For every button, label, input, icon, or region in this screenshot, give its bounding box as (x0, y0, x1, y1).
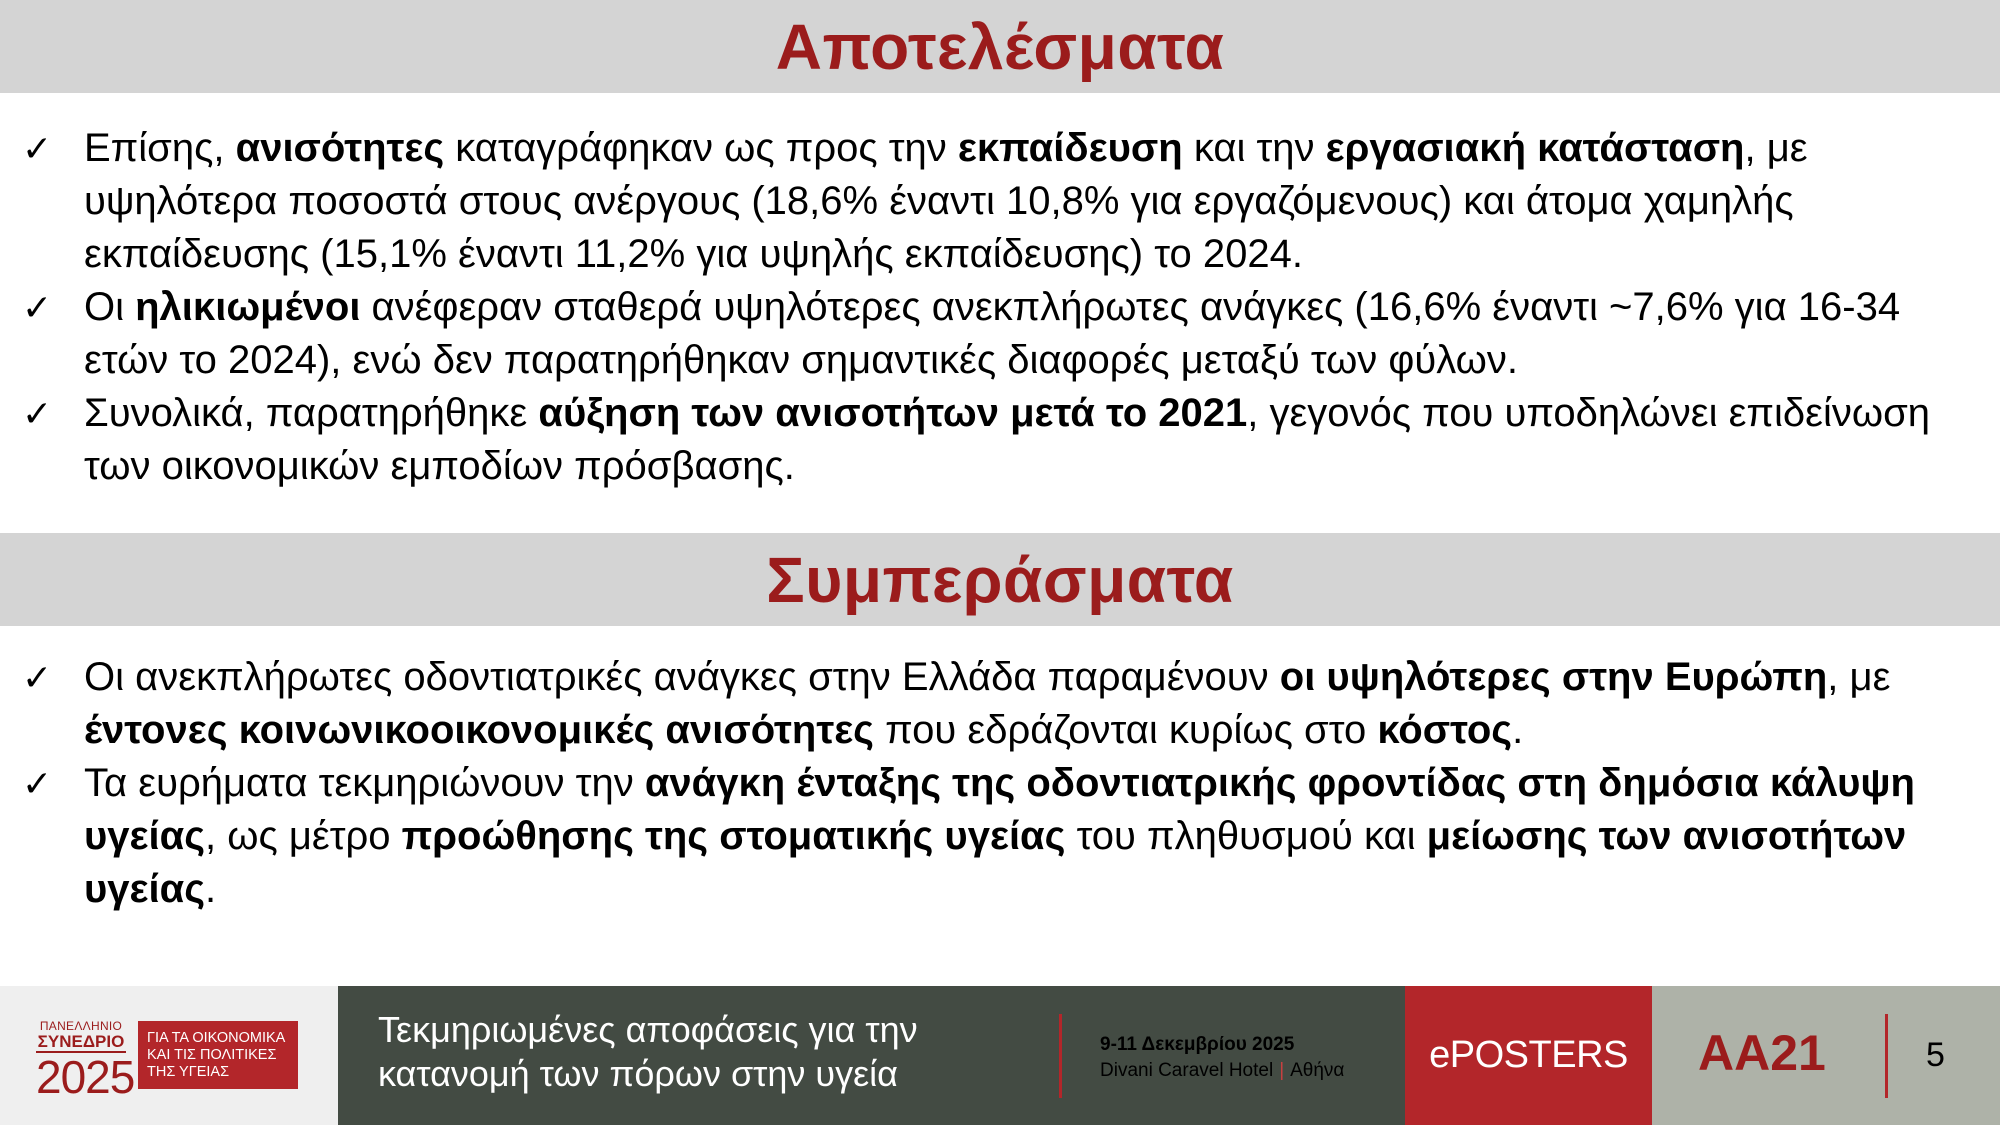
results-bullet-list (22, 122, 1982, 493)
bullet-emphasis: έντονες κοινωνικοοικονομικές ανισότητες (84, 708, 874, 752)
bullet-text: , γεγονός που υποδηλώνει επιδείνωση των οικονομικών εμποδίων πρόσβασης. (84, 391, 1931, 488)
bullet-emphasis: ηλικιωμένοι (135, 285, 361, 329)
logo-box-line: ΚΑΙ ΤΙΣ ΠΟΛΙΤΙΚΕΣ (147, 1047, 277, 1063)
conference-date: 9-11 Δεκεμβρίου 2025 (1100, 1034, 1295, 1055)
bullet-emphasis: κόστος (1377, 708, 1513, 752)
footer-divider (1885, 1014, 1888, 1098)
eposters-label (1405, 986, 1652, 1125)
bullet-text: , με υψηλότερα ποσοστά στους ανέργους (18,6% έναντι 10,8% για εργαζόμενους) και άτομα χαμηλής εκπαίδευσης (15,1% έναντι 11,2% για υψηλής εκπαίδευσης) το 2024. (84, 126, 1808, 276)
logo-box-line: ΤΗΣ ΥΓΕΙΑΣ (147, 1064, 230, 1080)
bullet-emphasis: μείωσης των ανισοτήτων υγείας (84, 814, 1907, 911)
checkmark-icon: ✓ (22, 393, 53, 434)
bullet-emphasis: εκπαίδευση (957, 126, 1183, 170)
bullet-text: που εδράζονται κυρίως στο (873, 708, 1378, 752)
conference-logo (0, 986, 338, 1125)
logo-year: 2025 (36, 1051, 135, 1103)
bullet-item (22, 387, 1982, 493)
page-number: 5 (1926, 1036, 1945, 1074)
bullet-text: . (1512, 708, 1524, 752)
conference-date-venue (1007, 986, 1405, 1125)
poster-code-block (1652, 986, 2000, 1125)
bullet-item (22, 757, 1982, 916)
logo-mid-text: ΣΥΝΕΔΡΙΟ (37, 1032, 125, 1051)
conclusions-heading: Συμπεράσματα (766, 543, 1234, 616)
checkmark-icon: ✓ (22, 657, 53, 698)
results-header-band (0, 0, 2000, 93)
logo-box-line: ΓΙΑ ΤΑ ΟΙΚΟΝΟΜΙΚΑ (147, 1030, 286, 1046)
bullet-text: Τα ευρήματα τεκμηριώνουν την (84, 761, 645, 805)
bullet-emphasis: προώθησης της στοματικής υγείας (401, 814, 1066, 858)
conclusions-bullet-list (22, 651, 1982, 916)
logo-top-text: ΠΑΝΕΛΛΗΝΙΟ (39, 1019, 123, 1033)
bullet-text: , με (1827, 655, 1891, 699)
conference-city: Αθήνα (1290, 1060, 1345, 1081)
bullet-text: Οι (84, 285, 136, 329)
bullet-text: , ως μέτρο (205, 814, 402, 858)
bullet-item (22, 281, 1982, 387)
poster-id: AA21 (1698, 1025, 1826, 1081)
bullet-emphasis: εργασιακή κατάσταση (1325, 126, 1745, 170)
bullet-text: Συνολικά, παρατηρήθηκε (84, 391, 539, 435)
eposters-text: ePOSTERS (1429, 1034, 1628, 1076)
checkmark-icon: ✓ (22, 763, 53, 804)
bullet-text: καταγράφηκαν ως προς την (444, 126, 958, 170)
bullet-text: . (205, 867, 217, 911)
venue-separator: | (1279, 1060, 1285, 1081)
bullet-emphasis: οι υψηλότερες στην Ευρώπη (1279, 655, 1828, 699)
bullet-emphasis: ανισότητες (235, 126, 445, 170)
conference-logo-mark (36, 1019, 135, 1103)
conference-theme-line: κατανομή των πόρων στην υγεία (378, 1053, 898, 1094)
checkmark-icon: ✓ (22, 128, 53, 169)
conference-theme-line: Τεκμηριωμένες αποφάσεις για την (378, 1009, 918, 1050)
bullet-text: και την (1182, 126, 1326, 170)
footer-divider (1059, 1014, 1062, 1098)
bullet-item (22, 122, 1982, 281)
bullet-emphasis: αύξηση των ανισοτήτων μετά το 2021 (538, 391, 1248, 435)
bullet-item (22, 651, 1982, 757)
bullet-text: Οι ανεκπλήρωτες οδοντιατρικές ανάγκες στην Ελλάδα παραμένουν (84, 655, 1280, 699)
bullet-text: ανέφεραν σταθερά υψηλότερες ανεκπλήρωτες ανάγκες (16,6% έναντι ~7,6% για 16-34 ετών το 2024), ενώ δεν παρατηρήθηκαν σημαντικές διαφορές μεταξύ των φύλων. (84, 285, 1901, 382)
conference-venue: Divani Caravel Hotel (1100, 1060, 1274, 1081)
conference-theme (338, 986, 1046, 1125)
conclusions-header-band (0, 533, 2000, 626)
bullet-text: του πληθυσμού και (1065, 814, 1427, 858)
bullet-text: Επίσης, (84, 126, 236, 170)
results-heading: Αποτελέσματα (775, 10, 1225, 83)
logo-subtitle-box (138, 1021, 298, 1089)
checkmark-icon: ✓ (22, 287, 53, 328)
bullet-emphasis: ανάγκη ένταξης της οδοντιατρικής φροντίδας στη δημόσια κάλυψη υγείας (84, 761, 1915, 858)
